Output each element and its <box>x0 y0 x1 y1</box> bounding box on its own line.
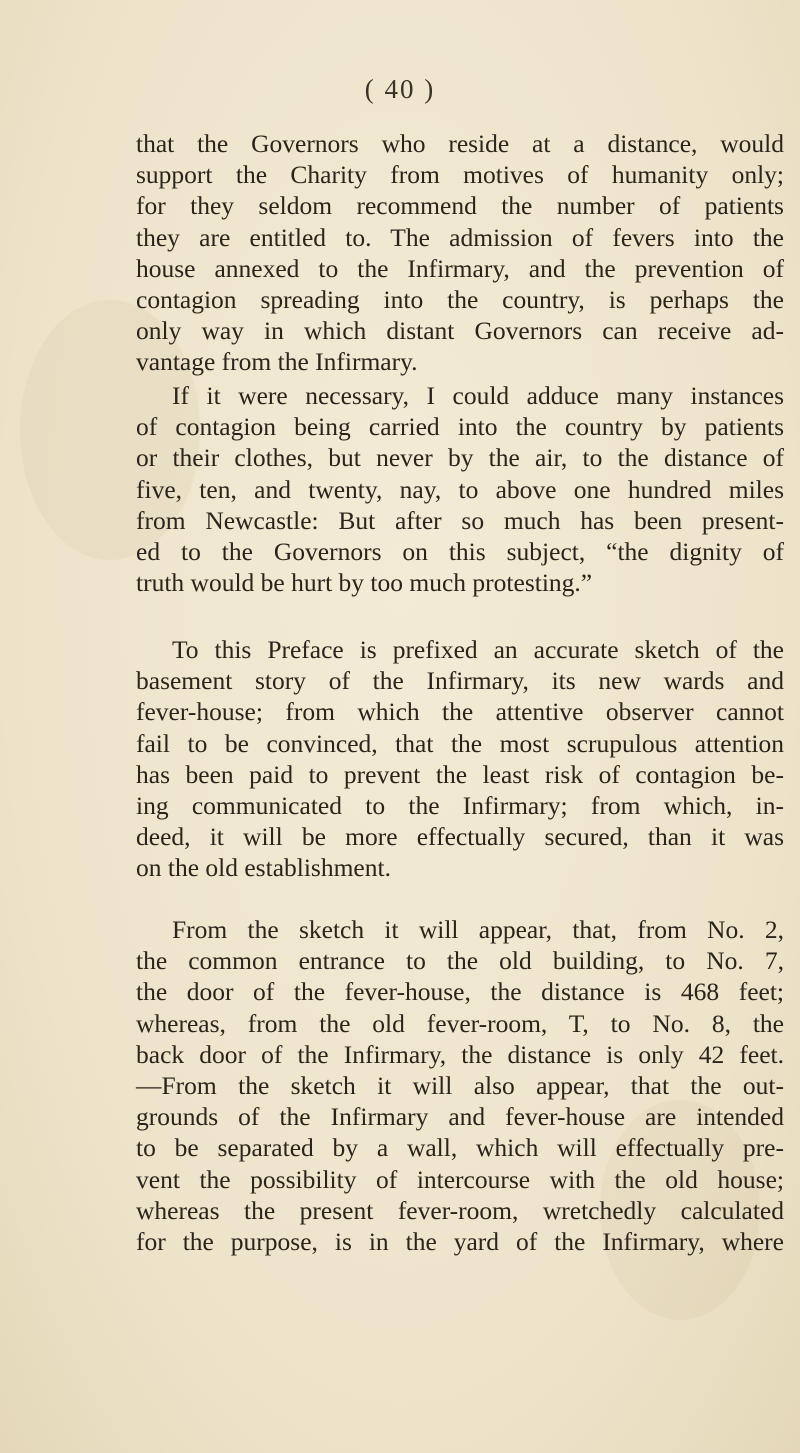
text-line: whereas, from the old fever-room, T, to No. 8, the <box>136 1008 784 1038</box>
page-number: ( 40 ) <box>364 74 436 104</box>
text-line: vantage from the Infirmary. <box>136 347 418 377</box>
text-line: —From the sketch it will also appear, that the out- <box>136 1071 784 1101</box>
paragraph-4 <box>136 914 784 1257</box>
text-line: fail to be convinced, that the most scrupulous attention <box>136 728 784 758</box>
text-line: back door of the Infirmary, the distance is only 42 feet. <box>136 1039 784 1069</box>
text-line: for the purpose, is in the yard of the Infirmary, where <box>136 1227 784 1257</box>
text-line: To this Preface is prefixed an accurate sketch of the <box>172 635 784 664</box>
text-line: ing communicated to the Infirmary; from which, in- <box>136 791 784 821</box>
text-line: basement story of the Infirmary, its new wards and <box>136 666 784 696</box>
paragraph-3 <box>136 634 784 884</box>
text-line: on the old establishment. <box>136 853 391 883</box>
text-line: support the Charity from motives of humanity only; <box>136 160 784 190</box>
text-line: for they seldom recommend the number of patients <box>136 191 784 221</box>
text-line: grounds of the Infirmary and fever-house are intended <box>136 1102 784 1132</box>
text-line: vent the possibility of intercourse with the old house; <box>136 1164 784 1194</box>
text-line: contagion spreading into the country, is perhaps the <box>136 285 784 315</box>
paragraph-2 <box>136 380 784 598</box>
text-line: the common entrance to the old building, to No. 7, <box>136 946 784 976</box>
text-line: that the Governors who reside at a distance, would <box>136 129 784 158</box>
text-line: the door of the fever-house, the distance is 468 feet; <box>136 977 784 1007</box>
text-line: of contagion being carried into the country by patients <box>136 412 784 442</box>
text-line: to be separated by a wall, which will effectually pre- <box>136 1133 784 1163</box>
text-line: five, ten, and twenty, nay, to above one hundred miles <box>136 474 784 504</box>
text-line: whereas the present fever-room, wretchedly calculated <box>136 1195 784 1225</box>
text-line: truth would be hurt by too much protesting.” <box>136 568 593 598</box>
text-line: has been paid to prevent the least risk of contagion be- <box>136 759 784 789</box>
text-line: deed, it will be more effectually secured, than it was <box>136 822 784 852</box>
text-line: house annexed to the Infirmary, and the prevention of <box>136 253 784 283</box>
text-line: from Newcastle: But after so much has been present- <box>136 505 784 535</box>
text-line: If it were necessary, I could adduce many instances <box>172 381 784 410</box>
paragraph-1 <box>136 128 784 378</box>
text-line: only way in which distant Governors can receive ad- <box>136 316 784 346</box>
text-line: fever-house; from which the attentive observer cannot <box>136 697 784 727</box>
text-line: From the sketch it will appear, that, from No. 2, <box>172 915 784 944</box>
text-line: ed to the Governors on this subject, “the dignity of <box>136 537 784 567</box>
text-line: or their clothes, but never by the air, to the distance of <box>136 443 784 473</box>
text-line: they are entitled to. The admission of fevers into the <box>136 222 784 252</box>
